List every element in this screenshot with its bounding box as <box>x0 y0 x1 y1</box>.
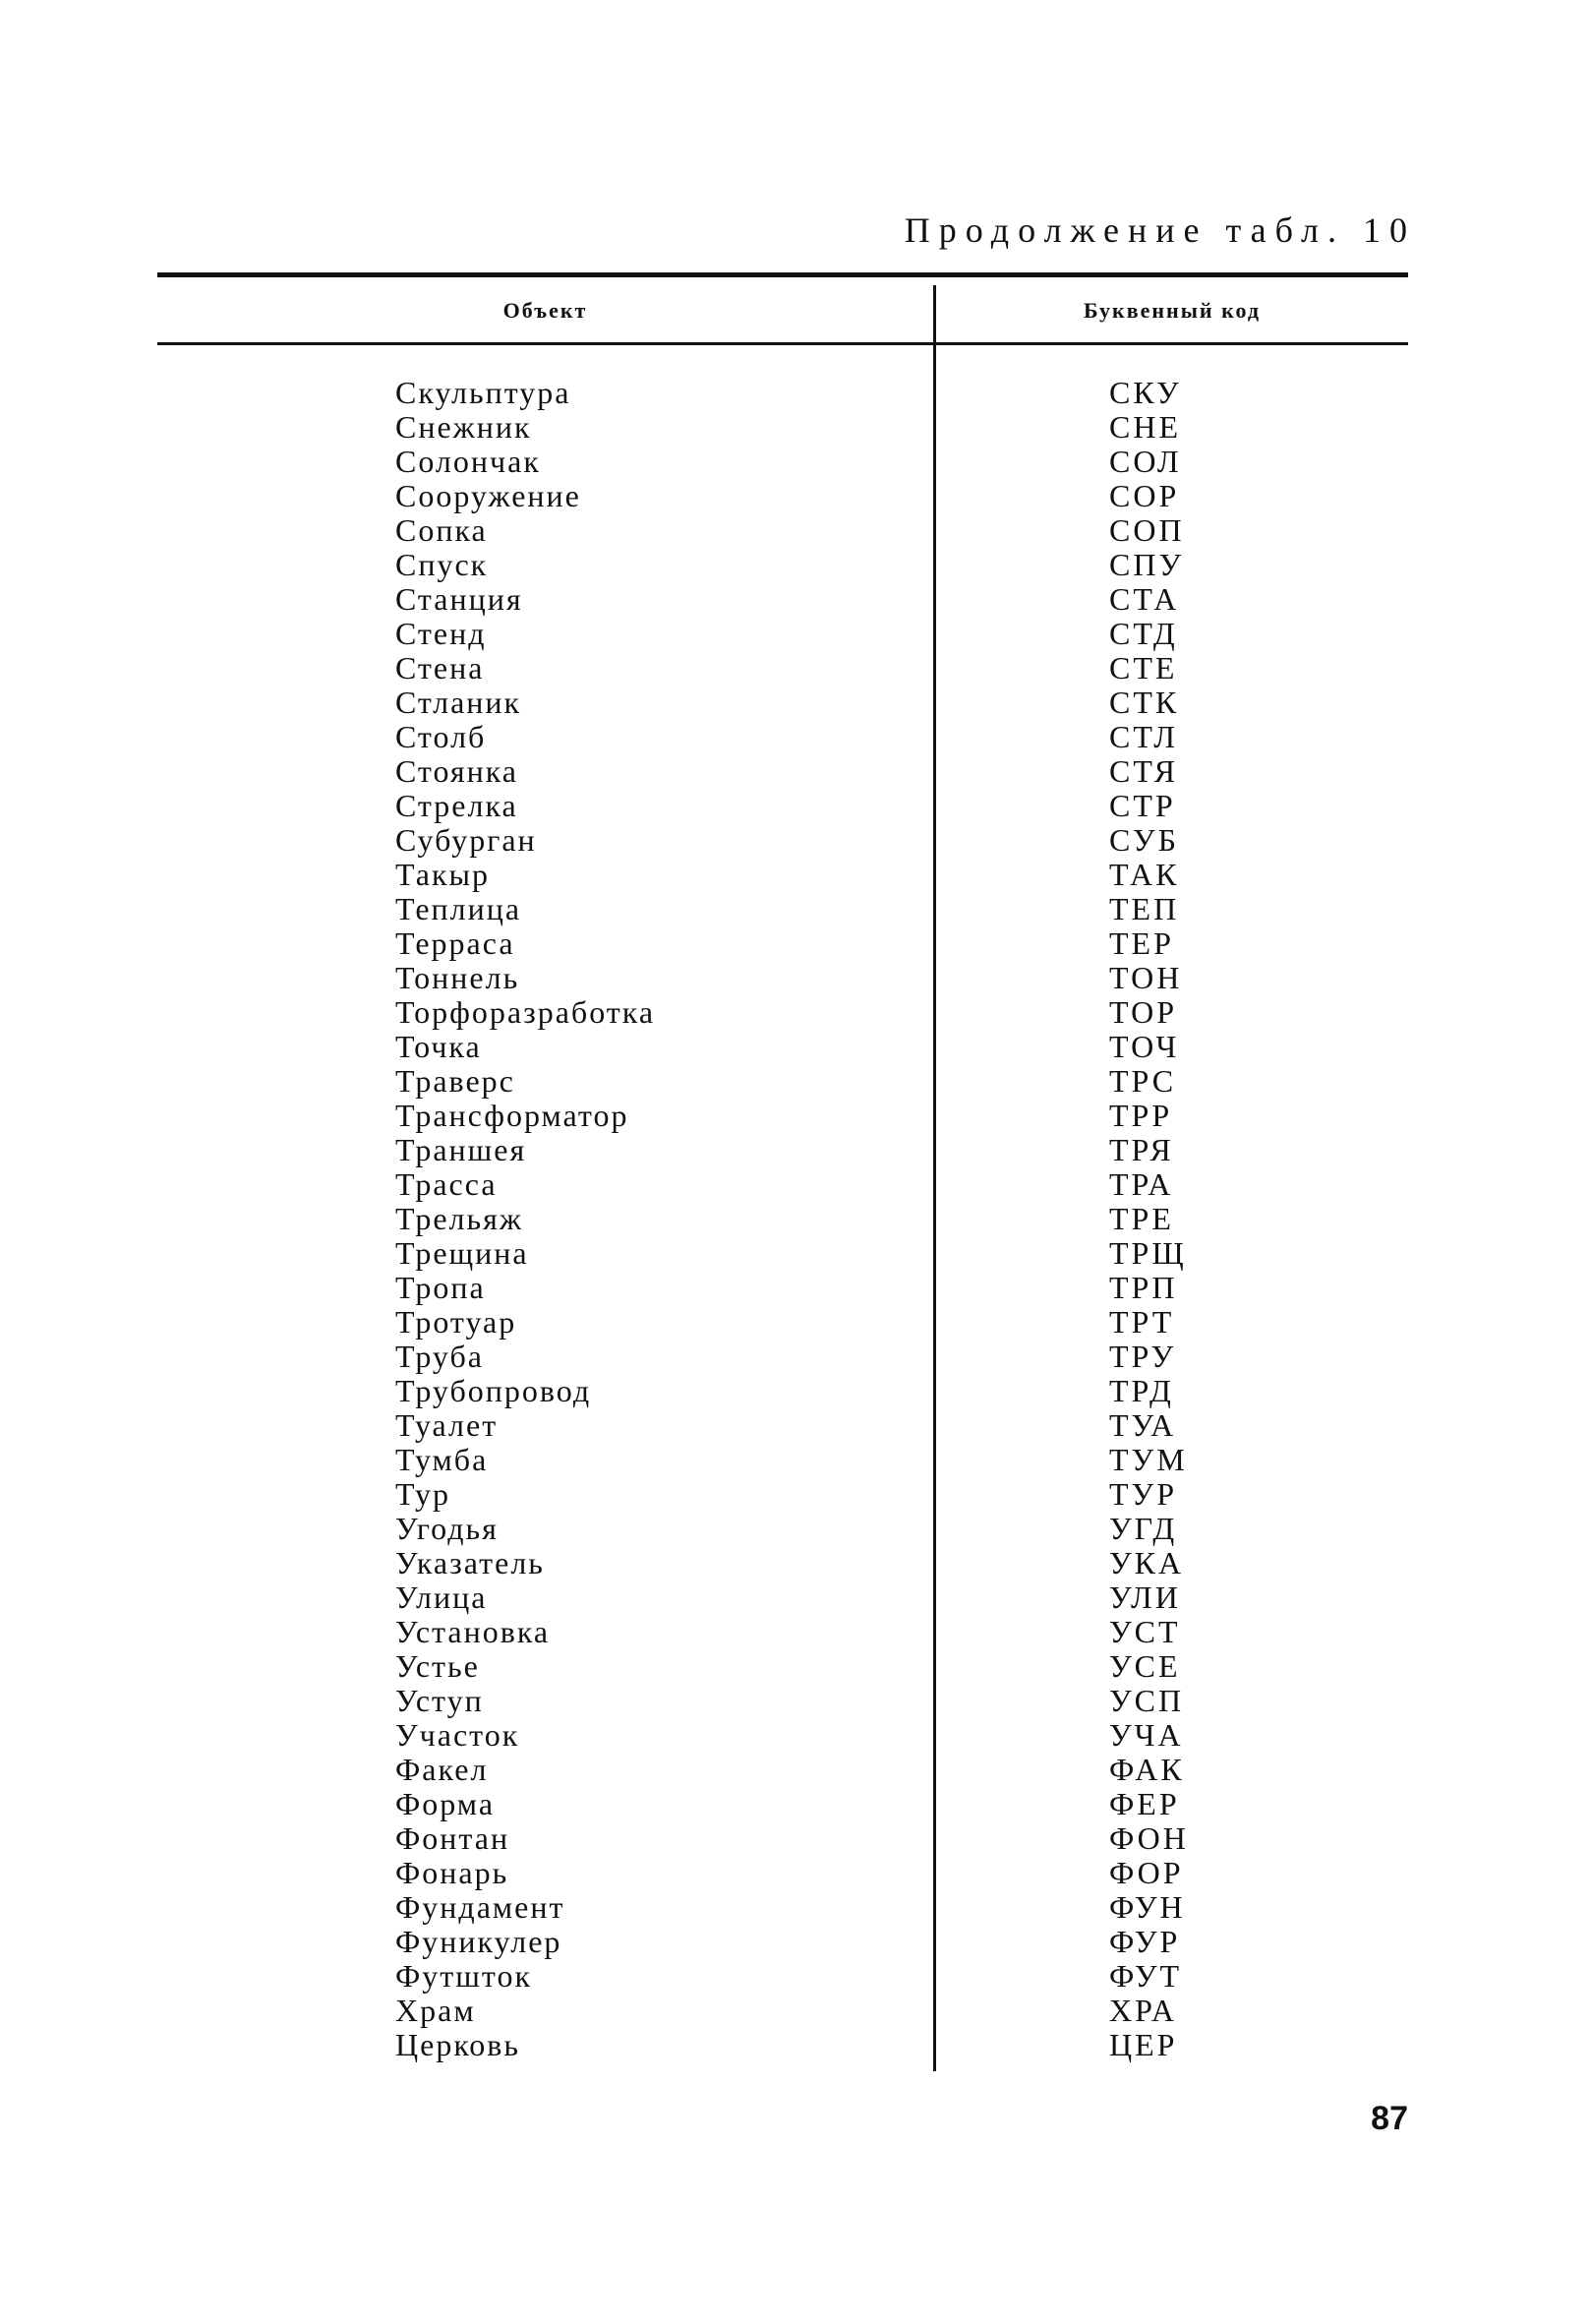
column-header-letter-code: Буквенный код <box>1084 298 1261 323</box>
object-name: Станция <box>395 581 523 617</box>
table-row <box>0 1271 1591 1305</box>
object-name: Терраса <box>395 925 515 961</box>
letter-code: СТЛ <box>1109 719 1178 754</box>
table-row <box>0 961 1591 995</box>
letter-code: ФОР <box>1109 1855 1184 1890</box>
table-row <box>0 1236 1591 1271</box>
letter-code: ТУР <box>1109 1476 1177 1512</box>
letter-code: ТОР <box>1109 994 1178 1030</box>
letter-code: ТРА <box>1109 1166 1174 1202</box>
table-row <box>0 1546 1591 1580</box>
object-name: Трасса <box>395 1166 498 1202</box>
table-row <box>0 1408 1591 1443</box>
letter-code: УСТ <box>1109 1614 1181 1649</box>
table-row <box>0 1064 1591 1099</box>
object-name: Такыр <box>395 857 490 892</box>
letter-code: ТРУ <box>1109 1339 1177 1374</box>
table-row <box>0 582 1591 617</box>
letter-code: ХРА <box>1109 1993 1177 2028</box>
letter-code: СТА <box>1109 581 1180 617</box>
table-row <box>0 376 1591 410</box>
object-name: Стоянка <box>395 753 518 789</box>
table-row <box>0 1753 1591 1787</box>
letter-code: ФУР <box>1109 1924 1181 1959</box>
letter-code: УЛИ <box>1109 1579 1181 1615</box>
table-row <box>0 1821 1591 1856</box>
letter-code: ФУТ <box>1109 1958 1183 1994</box>
letter-code: ТРР <box>1109 1098 1173 1133</box>
letter-code: ТРП <box>1109 1270 1178 1305</box>
object-name: Столб <box>395 719 487 754</box>
letter-code: СУБ <box>1109 822 1179 858</box>
letter-code: ТЕП <box>1109 891 1180 926</box>
table-row <box>0 1340 1591 1374</box>
object-name: Скульптура <box>395 375 571 410</box>
table-row <box>0 1684 1591 1718</box>
page-number: 87 <box>1371 2100 1408 2137</box>
letter-code: ТУА <box>1109 1407 1177 1443</box>
letter-code: ТРС <box>1109 1063 1177 1099</box>
column-header-object: Объект <box>502 298 588 323</box>
table-row <box>0 1787 1591 1821</box>
letter-code: ТАК <box>1109 857 1180 892</box>
object-name: Улица <box>395 1579 488 1615</box>
table-row <box>0 1133 1591 1167</box>
letter-code: ТРЩ <box>1109 1235 1187 1271</box>
table-row <box>0 1305 1591 1340</box>
object-name: Форма <box>395 1786 496 1821</box>
object-name: Сопка <box>395 512 488 548</box>
table-row <box>0 1167 1591 1202</box>
table-top-rule <box>157 272 1408 277</box>
table-header-rule <box>157 342 1408 345</box>
table-row <box>0 410 1591 445</box>
table-row <box>0 1443 1591 1477</box>
letter-code: ТОЧ <box>1109 1029 1180 1064</box>
letter-code: ФАК <box>1109 1752 1185 1787</box>
object-name: Трещина <box>395 1235 529 1271</box>
object-name: Солончак <box>395 444 541 479</box>
table-row <box>0 754 1591 789</box>
table-row <box>0 1890 1591 1925</box>
table-row <box>0 892 1591 926</box>
letter-code: ФУН <box>1109 1889 1186 1925</box>
object-name: Стена <box>395 650 485 685</box>
table-row <box>0 995 1591 1030</box>
object-name: Стенд <box>395 616 487 651</box>
table-row <box>0 1512 1591 1546</box>
letter-code: СОР <box>1109 478 1180 513</box>
table-row <box>0 1856 1591 1890</box>
object-name: Трансформатор <box>395 1098 629 1133</box>
table-row <box>0 1477 1591 1512</box>
letter-code: ТРЯ <box>1109 1132 1174 1167</box>
letter-code: УСЕ <box>1109 1648 1181 1684</box>
object-name: Тоннель <box>395 960 520 995</box>
letter-code: УГД <box>1109 1511 1178 1546</box>
object-name: Угодья <box>395 1511 499 1546</box>
object-name: Траверс <box>395 1063 515 1099</box>
letter-code: ТРТ <box>1109 1304 1175 1340</box>
table-row <box>0 445 1591 479</box>
object-name: Церковь <box>395 2027 520 2062</box>
table-row <box>0 2028 1591 2062</box>
letter-code: ТРД <box>1109 1373 1174 1408</box>
object-name: Стрелка <box>395 788 518 823</box>
table-row <box>0 1718 1591 1753</box>
object-name: Спуск <box>395 547 489 582</box>
letter-code: СНЕ <box>1109 409 1181 445</box>
letter-code: УЧА <box>1109 1717 1184 1753</box>
table-row <box>0 513 1591 548</box>
object-name: Сооружение <box>395 478 581 513</box>
table-row <box>0 617 1591 651</box>
letter-code: СТР <box>1109 788 1176 823</box>
table-row <box>0 1649 1591 1684</box>
object-name: Тротуар <box>395 1304 517 1340</box>
table-row <box>0 1994 1591 2028</box>
table-row <box>0 720 1591 754</box>
letter-code: УСП <box>1109 1683 1185 1718</box>
letter-code: ЦЕР <box>1109 2027 1178 2062</box>
object-name: Храм <box>395 1993 476 2028</box>
object-name: Стланик <box>395 685 522 720</box>
letter-code: СТЯ <box>1109 753 1179 789</box>
letter-code: СПУ <box>1109 547 1185 582</box>
object-name: Участок <box>395 1717 520 1753</box>
object-name: Точка <box>395 1029 482 1064</box>
letter-code: СТЕ <box>1109 650 1178 685</box>
table-row <box>0 685 1591 720</box>
object-name: Факел <box>395 1752 489 1787</box>
object-name: Тумба <box>395 1442 489 1477</box>
letter-code: ФЕР <box>1109 1786 1180 1821</box>
letter-code: СОЛ <box>1109 444 1182 479</box>
table-row <box>0 789 1591 823</box>
object-name: Снежник <box>395 409 532 445</box>
table-row <box>0 1099 1591 1133</box>
table-row <box>0 479 1591 513</box>
table-row <box>0 1615 1591 1649</box>
letter-code: СОП <box>1109 512 1185 548</box>
table-row <box>0 1959 1591 1994</box>
table-row <box>0 651 1591 685</box>
table-row <box>0 858 1591 892</box>
letter-code: УКА <box>1109 1545 1185 1580</box>
table-row <box>0 548 1591 582</box>
object-name: Туалет <box>395 1407 499 1443</box>
table-continuation-title: Продолжение табл. 10 <box>904 210 1416 250</box>
object-name: Тур <box>395 1476 450 1512</box>
object-name: Установка <box>395 1614 551 1649</box>
table-row <box>0 926 1591 961</box>
table-row <box>0 1580 1591 1615</box>
object-name: Теплица <box>395 891 522 926</box>
letter-code: СТК <box>1109 685 1180 720</box>
object-name: Труба <box>395 1339 484 1374</box>
object-name: Траншея <box>395 1132 527 1167</box>
letter-code: ТОН <box>1109 960 1183 995</box>
object-name: Тропа <box>395 1270 486 1305</box>
object-name: Субурган <box>395 822 537 858</box>
table-body <box>0 376 1591 2062</box>
table-row <box>0 1374 1591 1408</box>
table-row <box>0 823 1591 858</box>
object-name: Фонарь <box>395 1855 509 1890</box>
object-name: Указатель <box>395 1545 545 1580</box>
object-name: Трельяж <box>395 1201 523 1236</box>
object-name: Устье <box>395 1648 480 1684</box>
letter-code: СТД <box>1109 616 1178 651</box>
letter-code: ТЕР <box>1109 925 1174 961</box>
object-name: Фуникулер <box>395 1924 562 1959</box>
letter-code: ТУМ <box>1109 1442 1188 1477</box>
table-row <box>0 1925 1591 1959</box>
table-row <box>0 1202 1591 1236</box>
object-name: Фонтан <box>395 1820 510 1856</box>
object-name: Уступ <box>395 1683 484 1718</box>
letter-code: СКУ <box>1109 375 1182 410</box>
letter-code: ТРЕ <box>1109 1201 1174 1236</box>
table-row <box>0 1030 1591 1064</box>
object-name: Футшток <box>395 1958 533 1994</box>
object-name: Торфоразработка <box>395 994 656 1030</box>
letter-code: ФОН <box>1109 1820 1189 1856</box>
object-name: Трубопровод <box>395 1373 592 1408</box>
object-name: Фундамент <box>395 1889 565 1925</box>
